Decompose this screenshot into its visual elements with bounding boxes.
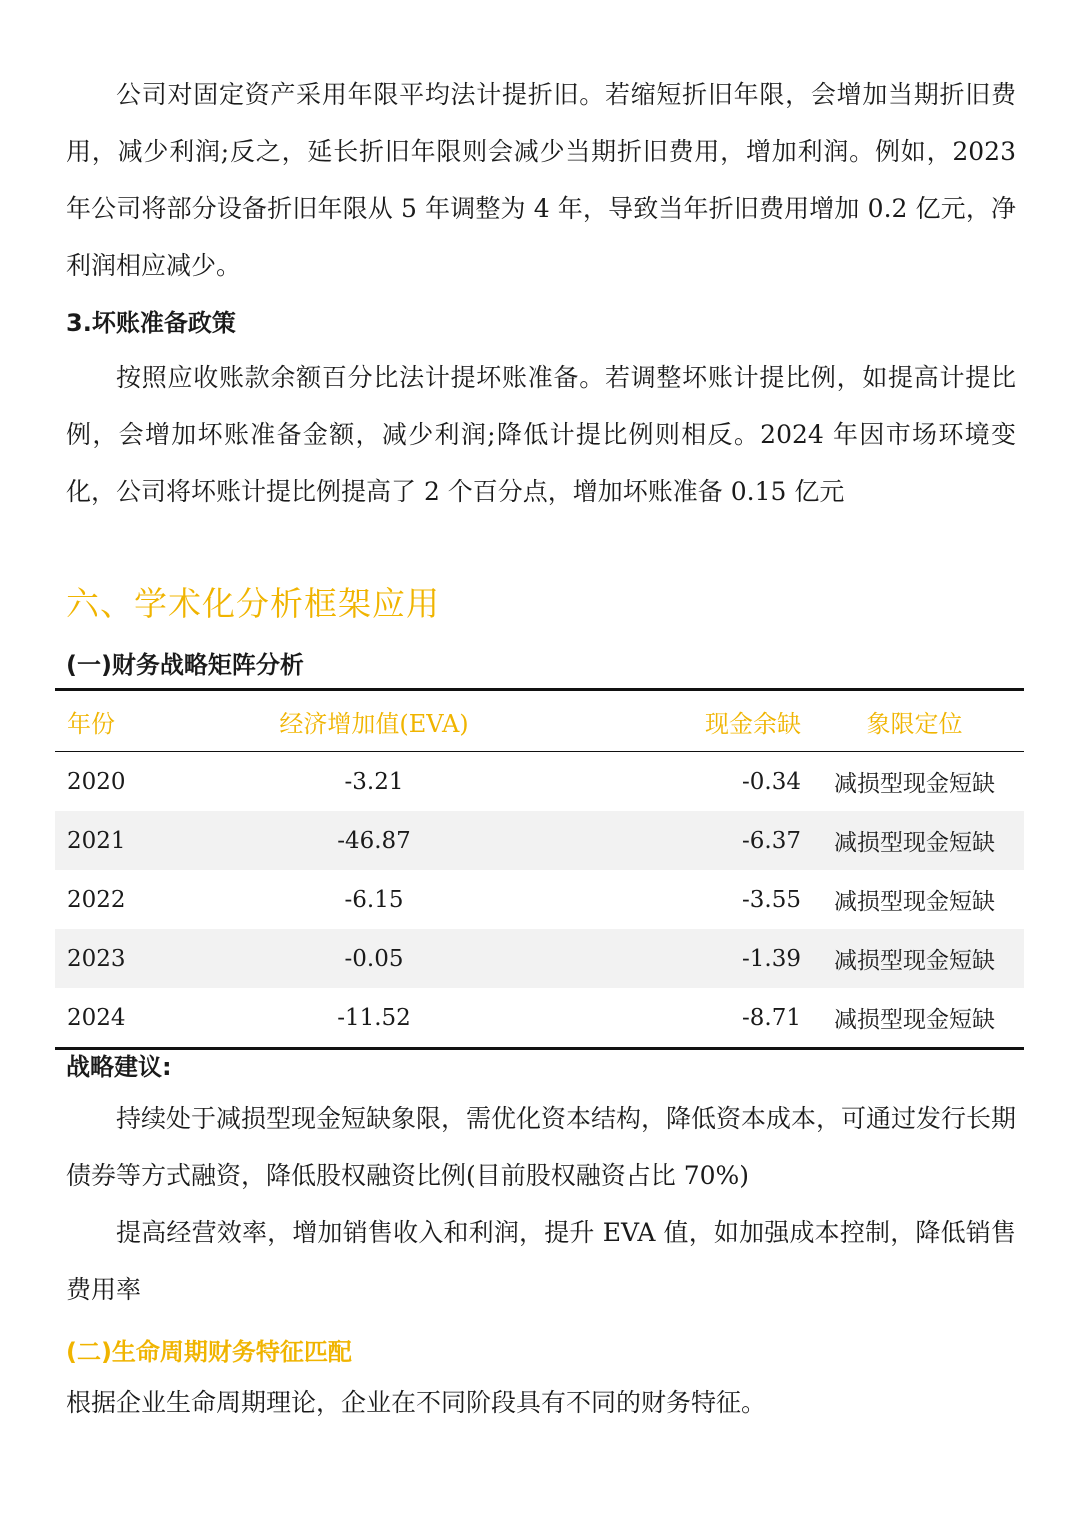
paragraph-bad-debt: 按照应收账款余额百分比法计提坏账准备。若调整坏账计提比例，如提高计提比例，会增加坏账准备金额，减少利润;降低计提比例则相反。2024 年因市场环境变化，公司将坏账计提比例提高了 2 个百分点，增加坏账准备 0.15 亿元 (66, 363, 1016, 506)
header-quadrant: 象限定位 (866, 709, 963, 738)
header-year: 年份 (67, 709, 115, 738)
heading-lifecycle: (二)生命周期财务特征匹配 (66, 1338, 352, 1366)
cell-quadrant: 减损型现金短缺 (834, 948, 995, 974)
strategy-matrix-table (55, 688, 1024, 1050)
cell-year: 2023 (67, 945, 126, 972)
cell-eva: -11.52 (337, 1004, 411, 1031)
cell-quadrant: 减损型现金短缺 (834, 830, 995, 856)
table-row (55, 988, 1024, 1049)
cell-eva: -46.87 (337, 827, 411, 854)
cell-cash: -3.55 (742, 886, 801, 913)
cell-year: 2020 (67, 768, 126, 795)
paragraph-lifecycle: 根据企业生命周期理论，企业在不同阶段具有不同的财务特征。 (66, 1388, 767, 1417)
section-title: 六、学术化分析框架应用 (66, 584, 440, 623)
header-cash: 现金余缺 (705, 709, 801, 738)
paragraph-depreciation: 公司对固定资产采用年限平均法计提折旧。若缩短折旧年限，会增加当期折旧费用，减少利润;反之，延长折旧年限则会减少当期折旧费用，增加利润。例如，2023 年公司将部分设备折旧年限从 5 年调整为 4 年，导致当年折旧费用增加 0.2 亿元，净利润相应减少。 (66, 80, 1016, 280)
cell-eva: -6.15 (344, 886, 404, 913)
cell-quadrant: 减损型现金短缺 (834, 771, 995, 797)
cell-cash: -0.34 (742, 768, 801, 795)
cell-year: 2024 (67, 1004, 126, 1031)
heading-strategy-advice: 战略建议: (66, 1053, 172, 1081)
table-row (55, 752, 1024, 812)
cell-year: 2022 (67, 886, 126, 913)
subheading-strategy-matrix: (一)财务战略矩阵分析 (66, 651, 304, 679)
cell-year: 2021 (67, 827, 126, 854)
heading-bad-debt-policy: 3.坏账准备政策 (66, 309, 236, 337)
table-row (55, 811, 1024, 870)
paragraph-advice-1: 持续处于减损型现金短缺象限，需优化资本结构，降低资本成本，可通过发行长期债券等方式融资，降低股权融资比例(目前股权融资占比 70%) (66, 1104, 1017, 1190)
cell-quadrant: 减损型现金短缺 (834, 889, 995, 915)
cell-eva: -3.21 (344, 768, 404, 795)
cell-eva: -0.05 (344, 945, 404, 972)
table-header-row (55, 690, 1024, 752)
header-eva: 经济增加值(EVA) (279, 709, 469, 738)
table-row (55, 929, 1024, 988)
cell-cash: -8.71 (742, 1004, 801, 1031)
cell-cash: -6.37 (742, 827, 801, 854)
table-row (55, 870, 1024, 929)
paragraph-advice-2: 提高经营效率，增加销售收入和利润，提升 EVA 值，如加强成本控制，降低销售费用率 (66, 1218, 1016, 1304)
cell-quadrant: 减损型现金短缺 (834, 1007, 995, 1033)
cell-cash: -1.39 (742, 945, 801, 972)
